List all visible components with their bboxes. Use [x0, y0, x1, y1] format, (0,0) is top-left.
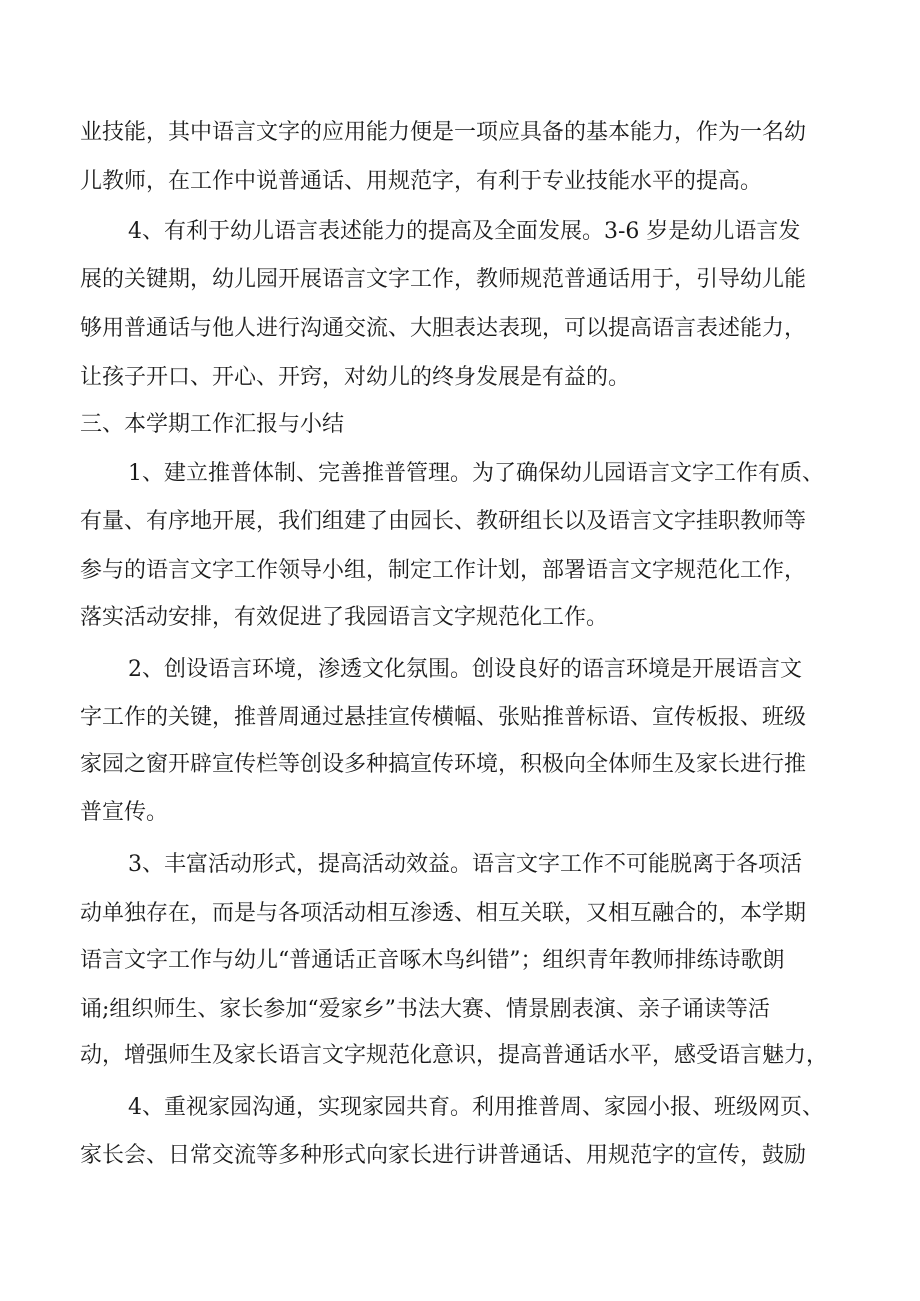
paragraph-line: 4、有利于幼儿语言表述能力的提高及全面发展。3-6 岁是幼儿语言发 [128, 219, 801, 244]
paragraph-line: 有量、有序地开展，我们组建了由园长、教研组长以及语言文字挂职教师等 [80, 509, 807, 534]
paragraph-line: 2、创设语言环境，渗透文化氛围。创设良好的语言环境是开展语言文 [128, 657, 802, 682]
paragraph-line: 落实活动安排，有效促进了我园语言文字规范化工作。 [80, 605, 609, 630]
paragraph-line: 诵;组织师生、家长参加“爱家乡”书法大赛、情景剧表演、亲子诵读等活 [80, 997, 770, 1022]
paragraph-line: 动，增强师生及家长语言文字规范化意识，提高普通话水平，感受语言魅力， [80, 1043, 829, 1068]
paragraph-line: 字工作的关键，推普周通过悬挂宣传横幅、张贴推普标语、宣传板报、班级 [80, 705, 807, 730]
section-heading: 三、本学期工作汇报与小结 [80, 412, 345, 437]
paragraph-line: 家园之窗开辟宣传栏等创设多种搞宣传环境，积极向全体师生及家长进行推 [80, 752, 807, 777]
paragraph-line: 语言文字工作与幼儿“普通话正音啄木鸟纠错”；组织青年教师排练诗歌朗 [80, 948, 785, 973]
paragraph-line: 业技能，其中语言文字的应用能力便是一项应具备的基本能力，作为一名幼 [80, 120, 807, 145]
paragraph-line: 3、丰富活动形式，提高活动效益。语言文字工作不可能脱离于各项活 [128, 852, 802, 877]
paragraph-line: 家长会、日常交流等多种形式向家长进行讲普通话、用规范字的宣传，鼓励 [80, 1143, 807, 1168]
paragraph-line: 参与的语言文字工作领导小组，制定工作计划，部署语言文字规范化工作， [80, 558, 807, 583]
paragraph-line: 4、重视家园沟通，实现家园共育。利用推普周、家园小报、班级网页、 [128, 1095, 824, 1120]
paragraph-line: 普宣传。 [80, 800, 169, 825]
paragraph-line: 展的关键期，幼儿园开展语言文字工作，教师规范普通话用于，引导幼儿能 [80, 267, 807, 292]
paragraph-line: 1、建立推普体制、完善推普管理。为了确保幼儿园语言文字工作有质、 [128, 461, 824, 486]
paragraph-line: 动单独存在，而是与各项活动相互渗透、相互关联，又相互融合的，本学期 [80, 901, 807, 926]
paragraph-line: 够用普通话与他人进行沟通交流、大胆表达表现，可以提高语言表述能力， [80, 316, 807, 341]
paragraph-line: 让孩子开口、开心、开窍，对幼儿的终身发展是有益的。 [80, 365, 631, 390]
paragraph-line: 儿教师，在工作中说普通话、用规范字，有利于专业技能水平的提高。 [80, 169, 763, 194]
